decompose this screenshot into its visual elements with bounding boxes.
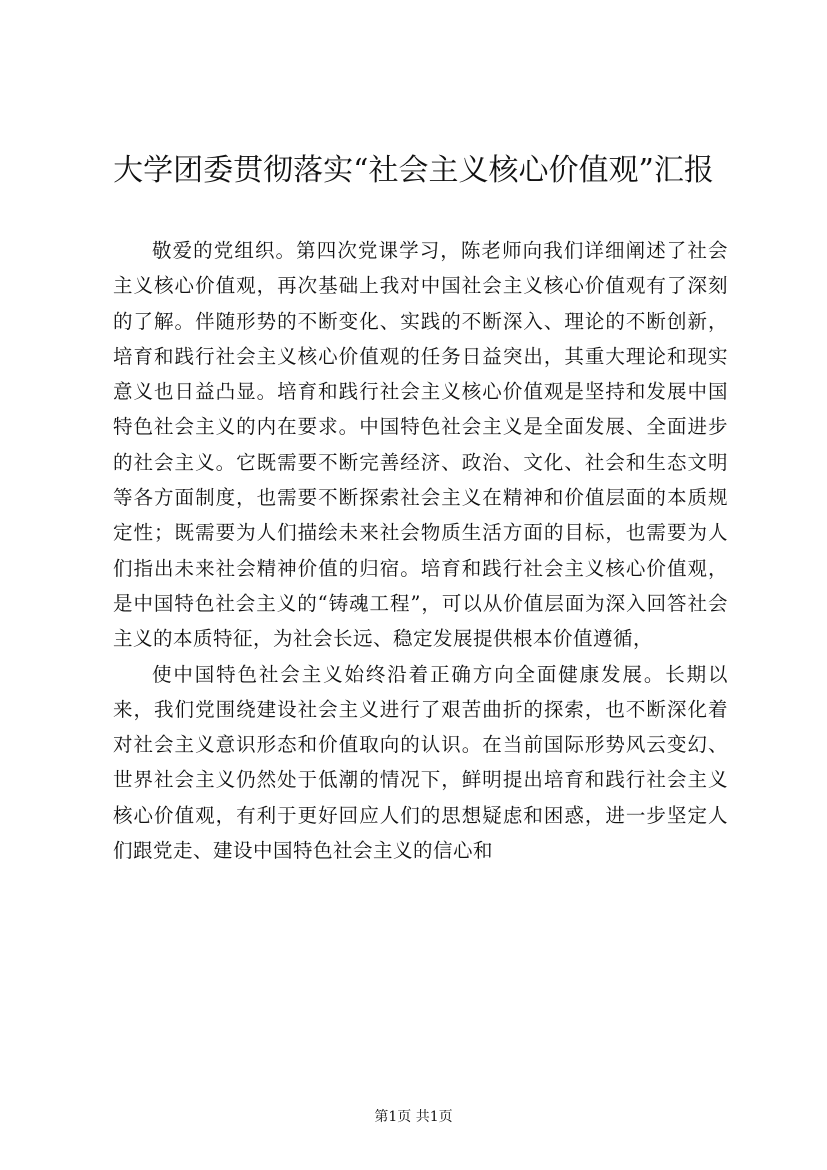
paragraph-2: 使中国特色社会主义始终沿着正确方向全面健康发展。长期以来，我们党围绕建设社会主义进行了艰苦曲折的探索，也不断深化着对社会主义意识形态和价值取向的认识。在当前国际形势风云变幻、世界社会主义仍然处于低潮的情况下，鲜明提出培育和践行社会主义核心价值观，有利于更好回应人们的思想疑虑和困惑，进一步坚定人们跟党走、建设中国特色社会主义的信心和 bbox=[113, 662, 728, 863]
document-title: 大学团委贯彻落实“社会主义核心价值观”汇报 bbox=[113, 153, 714, 188]
page-footer: 第1页 共1页 bbox=[374, 1109, 453, 1125]
paragraph-1: 敬爱的党组织。第四次党课学习，陈老师向我们详细阐述了社会主义核心价值观，再次基础上我对中国社会主义核心价值观有了深刻的了解。伴随形势的不断变化、实践的不断深入、理论的不断创新，培育和践行社会主义核心价值观的任务日益突出，其重大理论和现实意义也日益凸显。培育和践行社会主义核心价值观是坚持和发展中国特色社会主义的内在要求。中国特色社会主义是全面发展、全面进步的社会主义。它既需要不断完善经济、政治、文化、社会和生态文明等各方面制度，也需要不断探索社会主义在精神和价值层面的本质规定性；既需要为人们描绘未来社会物质生活方面的目标，也需要为人们指出未来社会精神价值的归宿。培育和践行社会主义核心价值观，是中国特色社会主义的“铸魂工程”，可以从价值层面为深入回答社会主义的本质特征，为社会长远、稳定发展提供根本价值遵循， bbox=[113, 239, 728, 651]
document-body bbox=[113, 233, 728, 868]
